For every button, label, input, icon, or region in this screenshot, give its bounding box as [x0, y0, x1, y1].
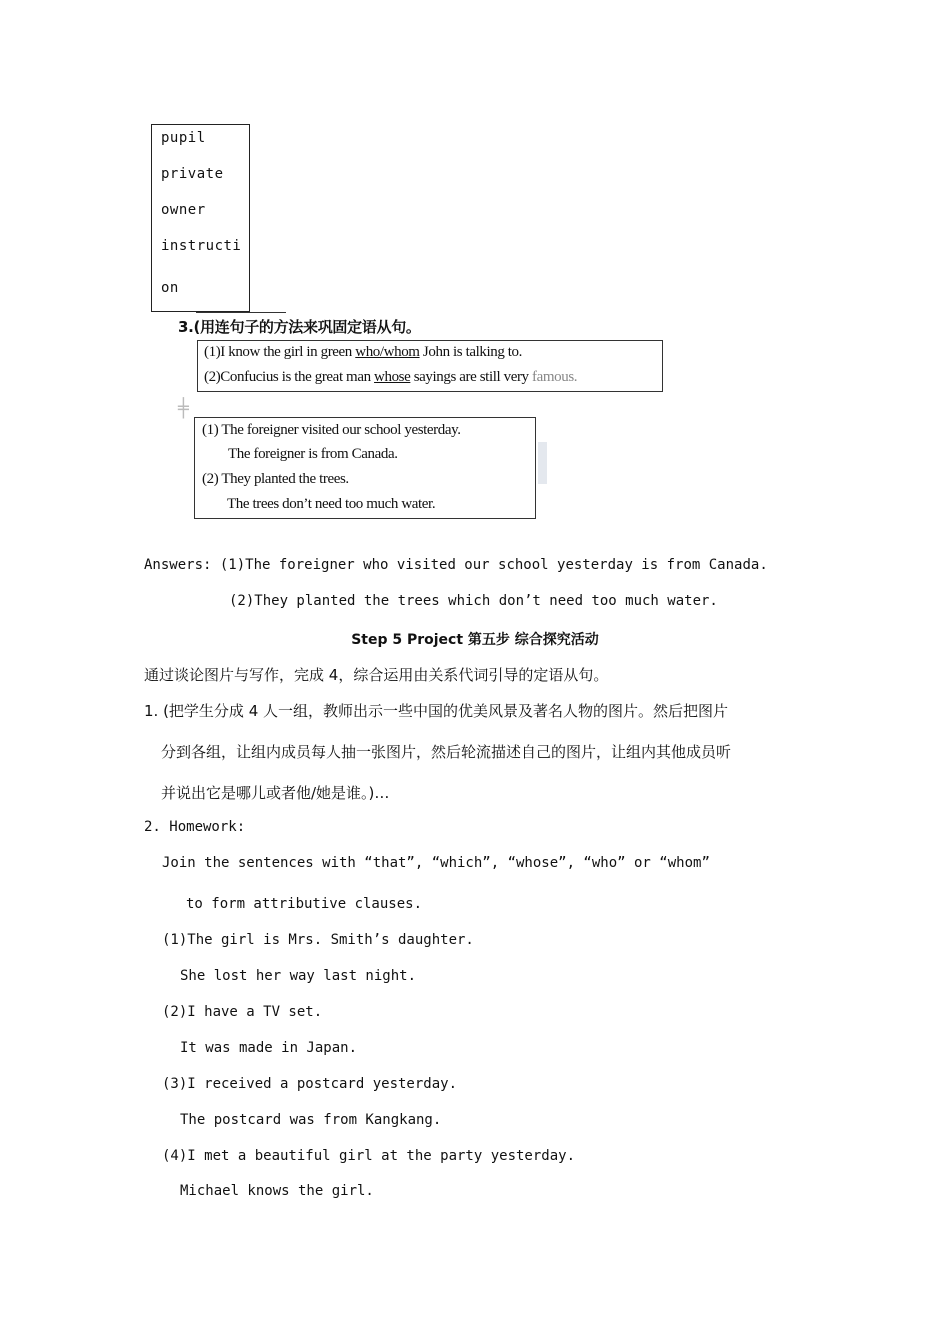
exercise-sentence: The postcard was from Kangkang.: [180, 1112, 442, 1128]
example-text: sayings are still very: [410, 369, 532, 385]
exercise-sentence: Michael knows the girl.: [180, 1183, 374, 1199]
exercise-sentence: It was made in Japan.: [180, 1040, 358, 1056]
vocab-word: owner: [161, 202, 206, 218]
example-line-2: [204, 369, 577, 386]
homework-instruction: Join the sentences with “that”, “which”, “whose”, “who” or “whom”: [162, 855, 710, 871]
item1-line: 分到各组，让组内成员每人抽一张图片，然后轮流描述自己的图片，让组内其他成员听: [161, 743, 732, 761]
task-box: [194, 417, 536, 519]
example-box: [197, 340, 663, 392]
step5-intro: 通过谈论图片与写作，完成 4，综合运用由关系代词引导的定语从句。: [144, 666, 609, 684]
scan-mark: [538, 442, 547, 484]
divider: [196, 312, 286, 313]
vocab-word: instructi: [161, 238, 242, 254]
vocab-word: private: [161, 166, 224, 182]
answers-line-1: [144, 557, 768, 573]
answer-text: (1)The foreigner who visited our school yesterday is from Canada.: [219, 557, 768, 573]
vocab-word: on: [161, 280, 179, 296]
homework-label: 2. Homework:: [144, 819, 246, 835]
example-text: (2)Confucius is the great man: [204, 369, 375, 385]
task-line: The foreigner is from Canada.: [228, 446, 398, 462]
exercise-question: (4)I met a beautiful girl at the party yesterday.: [162, 1148, 576, 1164]
item1-line: 1. (把学生分成 4 人一组，教师出示一些中国的优美风景及著名人物的图片。然后把图片: [144, 702, 729, 720]
example-text: (1)I know the girl in green: [204, 344, 356, 360]
relative-pronoun: who/whom: [355, 344, 420, 360]
task-line: (2) They planted the trees.: [202, 471, 349, 487]
item1-line: 并说出它是哪儿或者他/她是谁。)…: [161, 784, 390, 802]
task-line: (1) The foreigner visited our school yesterday.: [202, 422, 461, 438]
scan-mark: ╪: [178, 398, 189, 419]
task-line: The trees don’t need too much water.: [227, 496, 436, 512]
vocab-box: [151, 124, 250, 312]
answers-label: Answers:: [144, 557, 212, 573]
step5-title: Step 5 Project 第五步 综合探究活动: [351, 632, 599, 648]
step3-title: 3.(用连句子的方法来巩固定语从句。: [178, 318, 421, 336]
example-text: famous.: [532, 369, 578, 385]
example-line-1: [204, 344, 522, 361]
vocab-word: pupil: [161, 130, 206, 146]
homework-instruction: to form attributive clauses.: [186, 896, 423, 912]
exercise-question: (2)I have a TV set.: [162, 1004, 323, 1020]
exercise-question: (1)The girl is Mrs. Smith’s daughter.: [162, 932, 474, 948]
exercise-question: (3)I received a postcard yesterday.: [162, 1076, 458, 1092]
relative-pronoun: whose: [374, 369, 411, 385]
exercise-sentence: She lost her way last night.: [180, 968, 417, 984]
answers-line-2: (2)They planted the trees which don’t need too much water.: [229, 593, 718, 609]
example-text: John is talking to.: [419, 344, 522, 360]
